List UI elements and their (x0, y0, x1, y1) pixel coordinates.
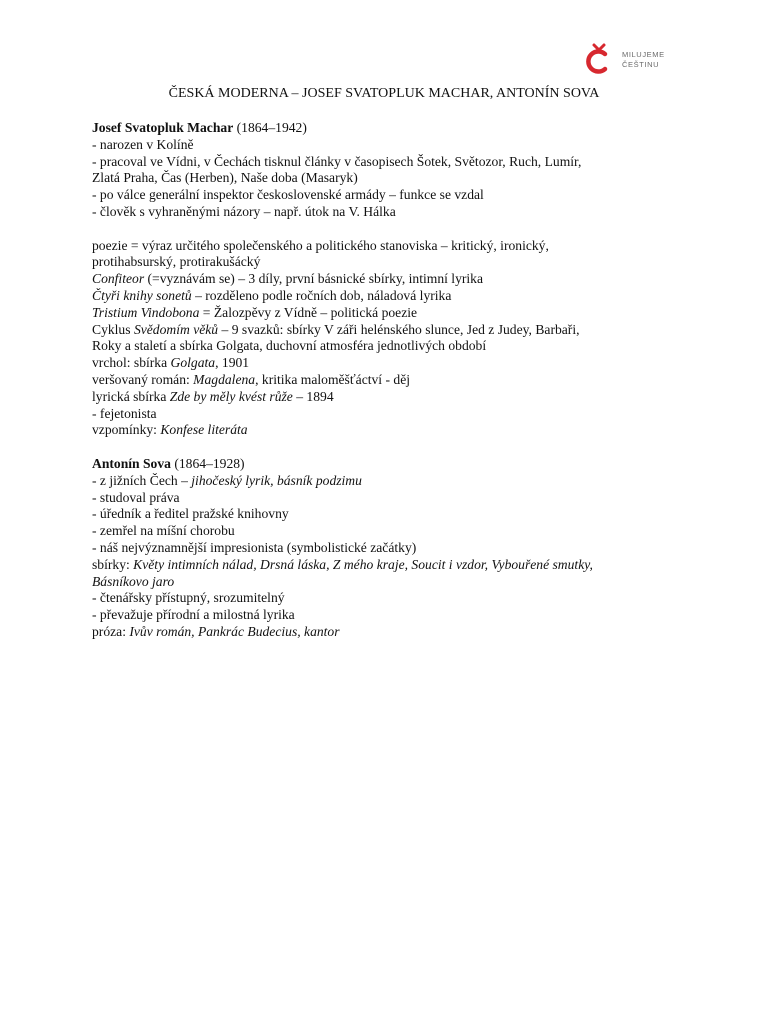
document-body (92, 120, 682, 641)
machar-years: (1864–1942) (233, 120, 307, 135)
work-sonety (92, 288, 682, 305)
sova-prefix: - z jižních Čech – (92, 472, 192, 488)
sova-name: Antonín Sova (92, 455, 171, 471)
work-desc: = Žalozpěvy z Vídně – politická poezie (199, 304, 418, 320)
sova-line: - převažuje přírodní a milostná lyrika (92, 607, 295, 623)
work-title: Květy intimních nálad, Drsná láska, Z mého kraje, Soucit i vzdor, Vybouřené smutky, (133, 556, 593, 572)
work-prefix: próza: (92, 623, 130, 639)
sova-line: - čtenářsky přístupný, srozumitelný (92, 590, 285, 606)
machar-name: Josef Svatopluk Machar (92, 120, 234, 135)
work-title: Konfese literáta (160, 422, 248, 438)
work-title: Golgata (170, 355, 216, 371)
machar-poetry-line: poezie = výraz určitého společenského a politického stanoviska – kritický, ironický, (92, 237, 549, 253)
work-desc: , 1901 (215, 355, 250, 371)
work-desc: – 9 svazků: sbírky V záři helénského slunce, Jed z Judey, Barbaři, (218, 321, 580, 337)
work-desc: , kritika maloměšťáctví - děj (255, 371, 411, 387)
sova-epithet: jihočeský lyrik, básník podzimu (191, 472, 362, 488)
sova-line: - studoval práva (92, 489, 180, 505)
logo (582, 42, 665, 78)
sova-line: - úředník a ředitel pražské knihovny (92, 506, 289, 522)
machar-line: Zlatá Praha, Čas (Herben), Naše doba (Masaryk) (92, 170, 358, 186)
work-prefix: vrchol: sbírka (92, 355, 171, 371)
work-ruze (92, 389, 682, 406)
logo-text (622, 50, 665, 70)
sova-sbirky-cont: Básníkovo jaro (92, 573, 175, 589)
machar-line: - člověk s vyhraněnými názory – např. útok na V. Hálka (92, 203, 396, 219)
work-title: Zde by měly kvést růže (169, 388, 293, 404)
heart-c-logo-icon (582, 42, 618, 78)
work-tristium (92, 305, 682, 322)
work-desc: – rozděleno podle ročních dob, náladová lyrika (191, 287, 452, 303)
work-title: Svědomím věků (133, 321, 219, 337)
work-golgata (92, 355, 682, 372)
logo-line-1: MILUJEME (622, 50, 665, 59)
work-magdalena (92, 372, 682, 389)
machar-line: - po válce generální inspektor československé armády – funkce se vzdal (92, 187, 484, 203)
work-cyklus-cont: Roky a staletí a sbírka Golgata, duchovní atmosféra jednotlivých období (92, 338, 487, 354)
sova-heading (92, 456, 682, 473)
page-title: ČESKÁ MODERNA – JOSEF SVATOPLUK MACHAR, ANTONÍN SOVA (168, 86, 600, 101)
sova-years: (1864–1928) (170, 455, 245, 471)
work-konfese (92, 422, 682, 439)
work-title: Ivův román, Pankrác Budecius, kantor (129, 623, 340, 639)
machar-poetry-line: protihabsurský, protirakušácký (92, 254, 261, 270)
work-title: Čtyři knihy sonetů (92, 287, 192, 303)
work-confiteor (92, 271, 682, 288)
work-desc: – 1894 (292, 388, 334, 404)
sova-line: - zemřel na míšní chorobu (92, 523, 235, 539)
machar-line: - fejetonista (92, 405, 157, 421)
work-prefix: veršovaný román: (92, 371, 194, 387)
work-desc: (=vyznávám se) – 3 díly, první básnické sbírky, intimní lyrika (144, 271, 484, 287)
sova-line: - náš nejvýznamnější impresionista (symbolistické začátky) (92, 539, 417, 555)
work-title: Tristium Vindobona (92, 304, 200, 320)
work-prefix: vzpomínky: (92, 422, 161, 438)
machar-line: - pracoval ve Vídni, v Čechách tisknul články v časopisech Šotek, Světozor, Ruch, Lumír, (92, 153, 582, 169)
work-prefix: lyrická sbírka (92, 388, 170, 404)
work-title: Confiteor (92, 271, 145, 287)
paragraph-gap (92, 221, 682, 238)
work-prefix: sbírky: (92, 556, 134, 572)
logo-line-2: ČEŠTINU (622, 60, 660, 69)
sova-proza (92, 624, 682, 641)
paragraph-gap (92, 439, 682, 456)
work-prefix: Cyklus (92, 321, 134, 337)
machar-heading (92, 120, 682, 137)
machar-line: - narozen v Kolíně (92, 136, 194, 152)
work-title: Magdalena (193, 371, 256, 387)
sova-line (92, 473, 682, 490)
work-cyklus (92, 322, 682, 339)
sova-sbirky (92, 557, 682, 574)
